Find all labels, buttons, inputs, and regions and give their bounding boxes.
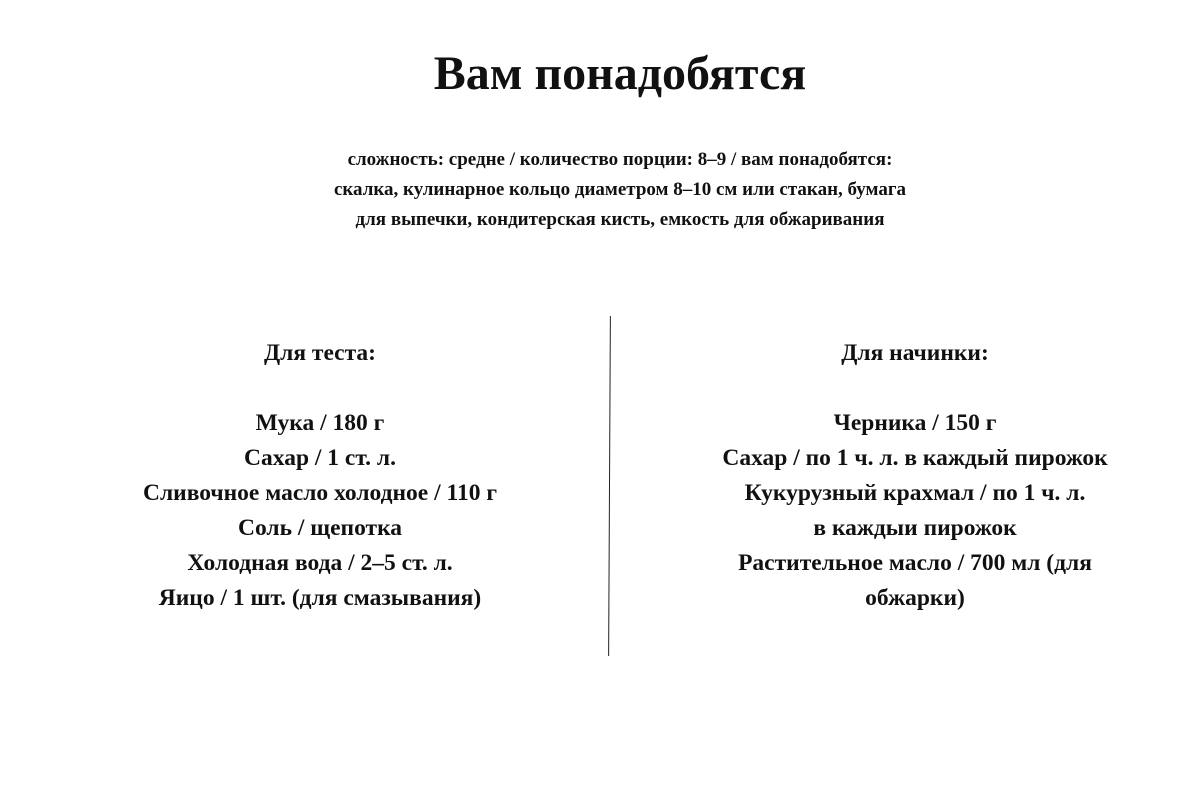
ingredient-item: Мука / 180 г (255, 410, 385, 436)
ingredient-item: Яицо / 1 шт. (для смазывания) (158, 585, 482, 611)
ingredient-item: в каждыи пирожок (813, 515, 1017, 541)
summary-line: скалка, кулинарное кольцо диаметром 8–10 см или стакан, бумага (333, 179, 907, 200)
ingredient-item: Растительное масло / 700 мл (для (738, 550, 1092, 576)
summary-line: сложность: средне / количество порции: 8–9 / вам понадобятся: (347, 149, 893, 170)
summary-line: для выпечки, кондитерская кисть, емкость для обжаривания (355, 209, 885, 230)
ingredient-item: Черника / 150 г (833, 410, 997, 436)
filling-heading: Для начинки: (841, 340, 989, 366)
ingredient-item: Соль / щепотка (237, 515, 403, 541)
ingredient-item: Сливочное масло холодное / 110 г (143, 480, 497, 506)
ingredient-item: Холодная вода / 2–5 ст. л. (187, 550, 453, 576)
dough-heading: Для теста: (263, 340, 377, 366)
column-divider (608, 316, 611, 656)
ingredient-item: Кукурузный крахмал / по 1 ч. л. (744, 480, 1086, 506)
recipe-summary (0, 145, 1200, 235)
dough-ingredients (60, 336, 580, 616)
ingredient-item: Сахар / по 1 ч. л. в каждый пирожок (722, 445, 1108, 471)
ingredient-item: Сахар / 1 ст. л. (244, 445, 396, 471)
filling-ingredients (655, 336, 1175, 616)
page-title: Вам понадобятся (433, 47, 807, 100)
ingredient-item: обжарки) (865, 585, 965, 611)
